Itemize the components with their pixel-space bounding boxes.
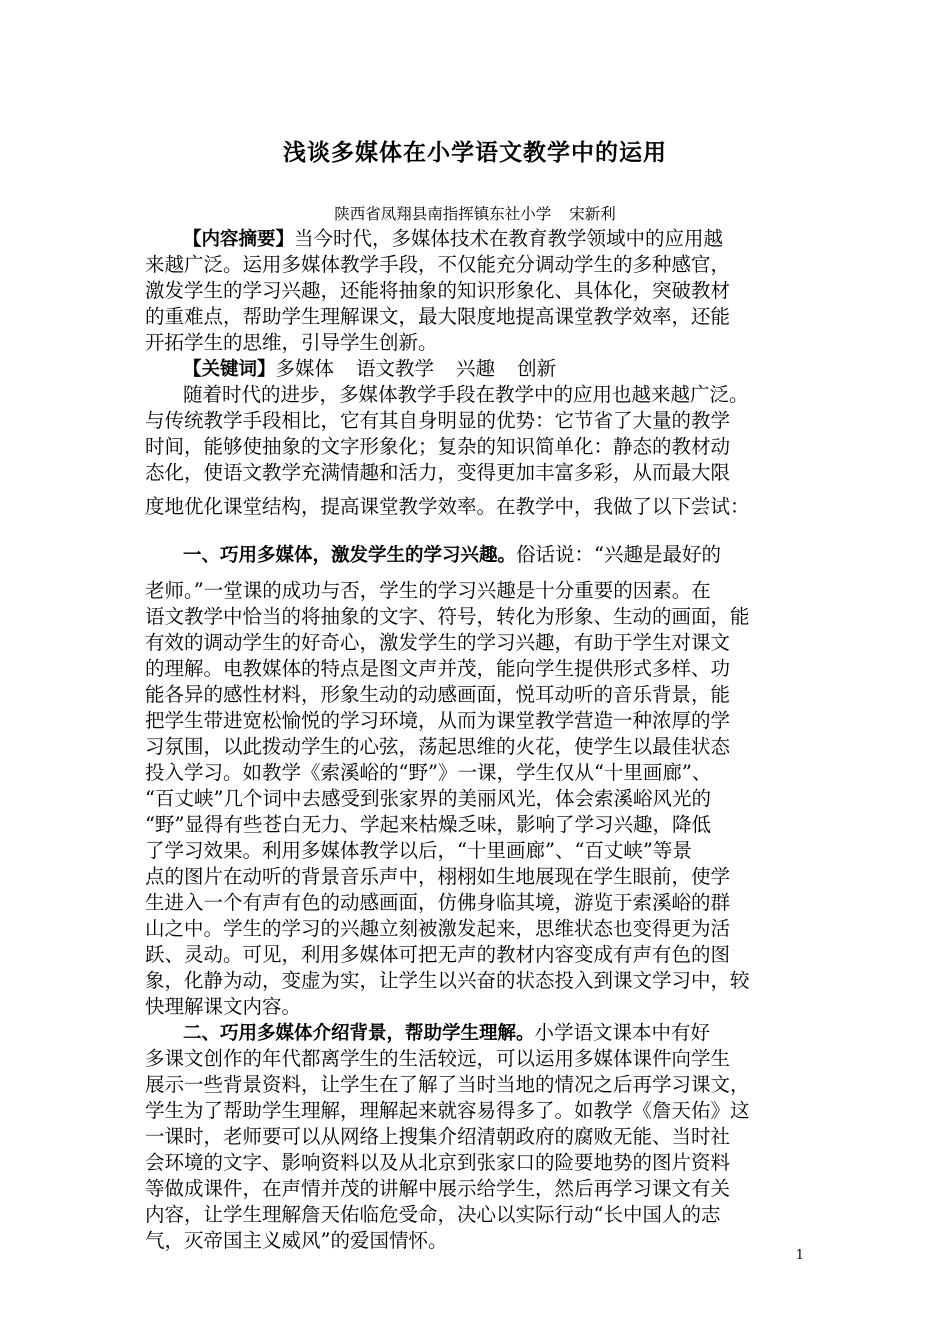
section1-line: 象，化静为动，变虚为实，让学生以兴奋的状态投入到课文学习中，较 [145, 969, 750, 992]
intro-line: 时间，能够使抽象的文字形象化；复杂的知识简单化：静态的教材动 [145, 435, 731, 458]
section1-line: “百丈峡”几个词中去感受到张家界的美丽风光，体会索溪峪风光的 [145, 787, 711, 810]
abstract-line: 开拓学生的思维，引导学生创新。 [145, 331, 438, 354]
intro-line: 度地优化课堂结构，提高课堂教学效率。在教学中，我做了以下尝试： [145, 495, 750, 518]
section1-line: 老师。”一堂课的成功与否，学生的学习兴趣是十分重要的因素。在 [145, 579, 711, 602]
section2-line: 学生为了帮助学生理解，理解起来就容易得多了。如教学《詹天佑》这 [145, 1099, 750, 1122]
abstract-line: 激发学生的学习兴趣，还能将抽象的知识形象化、具体化，突破教材 [145, 279, 731, 302]
section1-line: 能各异的感性材料，形象生动的动感画面，悦耳动听的音乐背景，能 [145, 683, 731, 706]
keywords-line [183, 356, 578, 383]
section2-line: 内容，让学生理解詹天佑临危受命，决心以实际行动“长中国人的志 [145, 1203, 721, 1226]
abstract-line: 【内容摘要】当今时代，多媒体技术在教育教学领域中的应用越 [183, 227, 724, 250]
section1-line: 的理解。电教媒体的特点是图文声并茂，能向学生提供形式多样、功 [145, 657, 731, 680]
section1-first-line: 一、巧用多媒体，激发学生的学习兴趣。俗话说：“兴趣是最好的 [183, 543, 721, 566]
section1-line: 语文教学中恰当的将抽象的文字、符号，转化为形象、生动的画面，能 [145, 605, 750, 628]
keywords-label: 【关键词】 [183, 359, 276, 380]
author-school: 陕西省凤翔县南指挥镇东社小学 [334, 205, 552, 223]
intro-line: 与传统教学手段相比，它有其自身明显的优势：它节省了大量的教学 [145, 409, 731, 432]
author-line [0, 202, 950, 224]
section1-line: 跃、灵动。可见，利用多媒体可把无声的教材内容变成有声有色的图 [145, 943, 731, 966]
section1-line: “野”显得有些苍白无力、学起来枯燥乏味，影响了学习兴趣，降低 [145, 813, 711, 836]
section1-line: 生进入一个有声有色的动感画面，仿佛身临其境，游览于索溪峪的群 [145, 891, 731, 914]
section2-line: 等做成课件，在声情并茂的讲解中展示给学生，然后再学习课文有关 [145, 1177, 731, 1200]
keyword: 语文教学 [356, 357, 435, 380]
section1-line: 把学生带进宽松愉悦的学习环境，从而为课堂教学营造一种浓厚的学 [145, 709, 731, 732]
keyword: 创新 [517, 357, 557, 380]
section1-line: 山之中。学生的学习的兴趣立刻被激发起来，思维状态也变得更为活 [145, 917, 731, 940]
section1-line: 有效的调动学生的好奇心，激发学生的学习兴趣，有助于学生对课文 [145, 631, 731, 654]
section1-line: 了学习效果。利用多媒体教学以后，“十里画廊”、“百丈峡”等景 [145, 839, 692, 862]
section2-line: 展示一些背景资料，让学生在了解了当时当地的情况之后再学习课文， [145, 1073, 750, 1096]
section1-line: 快理解课文内容。 [145, 995, 302, 1018]
section2-line: 多课文创作的年代都离学生的生活较远，可以运用多媒体课件向学生 [145, 1047, 731, 1070]
section2-line: 会环境的文字、影响资料以及从北京到张家口的险要地势的图片资料 [145, 1151, 731, 1174]
section1-heading: 一、巧用多媒体，激发学生的学习兴趣。 [183, 545, 517, 566]
keyword: 多媒体 [275, 357, 335, 380]
intro-line: 态化，使语文教学充满情趣和活力，变得更加丰富多彩，从而最大限 [145, 461, 731, 484]
section1-line: 投入学习。如教学《索溪峪的“野”》一课，学生仅从“十里画廊”、 [145, 761, 712, 784]
author-name: 宋新利 [569, 205, 616, 223]
page-number: 1 [795, 1248, 804, 1263]
abstract-line: 的重难点，帮助学生理解课文，最大限度地提高课堂教学效率，还能 [145, 305, 731, 328]
section1-line: 习氛围，以此拨动学生的心弦，荡起思维的火花，使学生以最佳状态 [145, 735, 731, 758]
section2-line: 气，灭帝国主义威风”的爱国情怀。 [145, 1229, 448, 1252]
abstract-label: 【内容摘要】 [183, 229, 295, 250]
section2-heading: 二、巧用多媒体介绍背景，帮助学生理解。 [183, 1023, 535, 1044]
section2-first-line: 二、巧用多媒体介绍背景，帮助学生理解。小学语文课本中有好 [183, 1021, 711, 1044]
section1-line: 点的图片在动听的背景音乐声中，栩栩如生地展现在学生眼前，使学 [145, 865, 731, 888]
document-title: 浅谈多媒体在小学语文教学中的运用 [283, 140, 667, 166]
abstract-line: 来越广泛。运用多媒体教学手段，不仅能充分调动学生的多种感官， [145, 253, 731, 276]
intro-line: 随着时代的进步，多媒体教学手段在教学中的应用也越来越广泛。 [183, 383, 749, 406]
keyword: 兴趣 [456, 357, 496, 380]
section2-line: 一课时，老师要可以从网络上搜集介绍清朝政府的腐败无能、当时社 [145, 1125, 731, 1148]
